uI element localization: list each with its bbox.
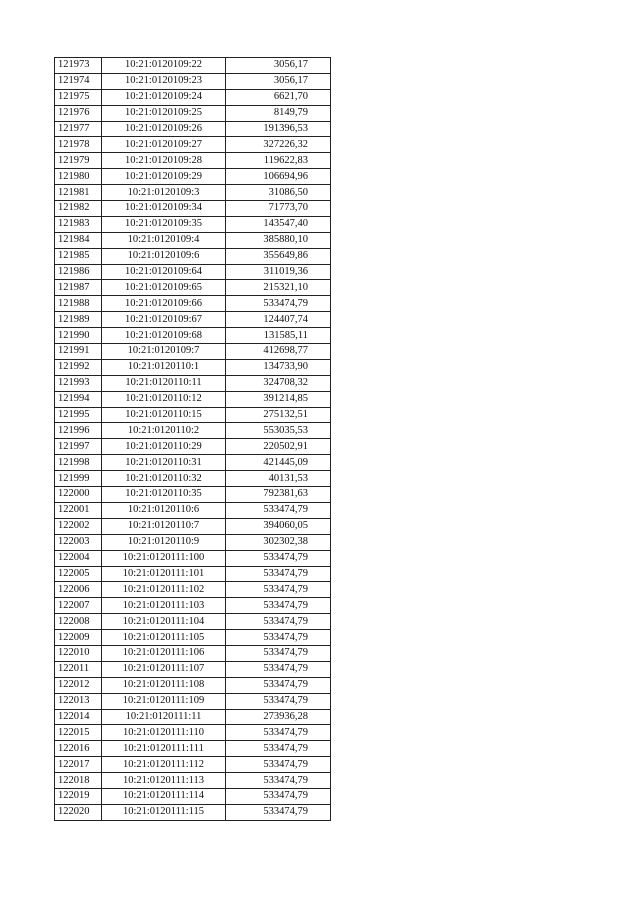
cadastral-number-cell: 10:21:0120110:35	[102, 487, 226, 503]
value-cell: 533474,79	[226, 566, 331, 582]
row-id-cell: 121977	[55, 121, 102, 137]
table-row	[55, 216, 331, 232]
row-id-cell: 121999	[55, 471, 102, 487]
cadastral-number-cell: 10:21:0120110:31	[102, 455, 226, 471]
cadastral-number-cell: 10:21:0120110:2	[102, 423, 226, 439]
table-row	[55, 280, 331, 296]
table-row	[55, 534, 331, 550]
row-id-cell: 122018	[55, 773, 102, 789]
table-row	[55, 89, 331, 105]
cadastral-number-cell: 10:21:0120109:29	[102, 169, 226, 185]
value-cell: 394060,05	[226, 518, 331, 534]
cadastral-number-cell: 10:21:0120110:7	[102, 518, 226, 534]
row-id-cell: 121976	[55, 105, 102, 121]
cadastral-number-cell: 10:21:0120110:29	[102, 439, 226, 455]
table-row	[55, 375, 331, 391]
table-row	[55, 232, 331, 248]
table-row	[55, 58, 331, 74]
value-cell: 533474,79	[226, 502, 331, 518]
cadastral-number-cell: 10:21:0120109:4	[102, 232, 226, 248]
cadastral-number-cell: 10:21:0120109:23	[102, 73, 226, 89]
row-id-cell: 122015	[55, 725, 102, 741]
cadastral-number-cell: 10:21:0120109:68	[102, 328, 226, 344]
row-id-cell: 122009	[55, 630, 102, 646]
value-cell: 134733,90	[226, 359, 331, 375]
value-cell: 6621,70	[226, 89, 331, 105]
table-row	[55, 630, 331, 646]
row-id-cell: 122016	[55, 741, 102, 757]
table-row	[55, 471, 331, 487]
cadastral-number-cell: 10:21:0120109:3	[102, 185, 226, 201]
row-id-cell: 121989	[55, 312, 102, 328]
table-row	[55, 725, 331, 741]
table-row	[55, 169, 331, 185]
value-cell: 324708,32	[226, 375, 331, 391]
row-id-cell: 122008	[55, 614, 102, 630]
cadastral-number-cell: 10:21:0120110:12	[102, 391, 226, 407]
value-cell: 191396,53	[226, 121, 331, 137]
value-cell: 327226,32	[226, 137, 331, 153]
row-id-cell: 122002	[55, 518, 102, 534]
row-id-cell: 121988	[55, 296, 102, 312]
table-body	[55, 58, 331, 821]
row-id-cell: 122005	[55, 566, 102, 582]
row-id-cell: 121984	[55, 232, 102, 248]
cadastral-number-cell: 10:21:0120109:27	[102, 137, 226, 153]
table-row	[55, 455, 331, 471]
cadastral-number-cell: 10:21:0120109:66	[102, 296, 226, 312]
row-id-cell: 122000	[55, 487, 102, 503]
row-id-cell: 122013	[55, 693, 102, 709]
table-row	[55, 296, 331, 312]
value-cell: 533474,79	[226, 693, 331, 709]
value-cell: 71773,70	[226, 201, 331, 217]
cadastral-number-cell: 10:21:0120111:112	[102, 757, 226, 773]
cadastral-number-cell: 10:21:0120111:105	[102, 630, 226, 646]
cadastral-number-cell: 10:21:0120111:104	[102, 614, 226, 630]
value-cell: 553035,53	[226, 423, 331, 439]
table-row	[55, 598, 331, 614]
cadastral-number-cell: 10:21:0120109:22	[102, 58, 226, 74]
cadastral-number-cell: 10:21:0120110:6	[102, 502, 226, 518]
row-id-cell: 122017	[55, 757, 102, 773]
cadastral-number-cell: 10:21:0120110:9	[102, 534, 226, 550]
table-row	[55, 788, 331, 804]
table-row	[55, 693, 331, 709]
table-row	[55, 645, 331, 661]
cadastral-number-cell: 10:21:0120110:15	[102, 407, 226, 423]
value-cell: 533474,79	[226, 582, 331, 598]
cadastral-number-cell: 10:21:0120111:100	[102, 550, 226, 566]
row-id-cell: 121987	[55, 280, 102, 296]
row-id-cell: 121983	[55, 216, 102, 232]
table-row	[55, 709, 331, 725]
row-id-cell: 122011	[55, 661, 102, 677]
row-id-cell: 121981	[55, 185, 102, 201]
value-cell: 421445,09	[226, 455, 331, 471]
row-id-cell: 121992	[55, 359, 102, 375]
table-row	[55, 566, 331, 582]
table-row	[55, 661, 331, 677]
value-cell: 533474,79	[226, 661, 331, 677]
value-cell: 215321,10	[226, 280, 331, 296]
cadastral-number-cell: 10:21:0120109:64	[102, 264, 226, 280]
value-cell: 8149,79	[226, 105, 331, 121]
cadastral-number-cell: 10:21:0120111:106	[102, 645, 226, 661]
value-cell: 131585,11	[226, 328, 331, 344]
value-cell: 31086,50	[226, 185, 331, 201]
table-row	[55, 73, 331, 89]
table-row	[55, 312, 331, 328]
cadastral-number-cell: 10:21:0120109:35	[102, 216, 226, 232]
value-cell: 275132,51	[226, 407, 331, 423]
value-cell: 143547,40	[226, 216, 331, 232]
row-id-cell: 122019	[55, 788, 102, 804]
cadastral-number-cell: 10:21:0120109:6	[102, 248, 226, 264]
cadastral-number-cell: 10:21:0120109:7	[102, 344, 226, 360]
value-cell: 106694,96	[226, 169, 331, 185]
row-id-cell: 121986	[55, 264, 102, 280]
cadastral-number-cell: 10:21:0120111:103	[102, 598, 226, 614]
table-row	[55, 153, 331, 169]
table-row	[55, 487, 331, 503]
cadastral-number-cell: 10:21:0120110:1	[102, 359, 226, 375]
value-cell: 533474,79	[226, 788, 331, 804]
cadastral-number-cell: 10:21:0120109:25	[102, 105, 226, 121]
row-id-cell: 121974	[55, 73, 102, 89]
value-cell: 533474,79	[226, 677, 331, 693]
table-row	[55, 201, 331, 217]
table-row	[55, 518, 331, 534]
cadastral-number-cell: 10:21:0120111:107	[102, 661, 226, 677]
table-row	[55, 359, 331, 375]
value-cell: 533474,79	[226, 804, 331, 820]
table-row	[55, 105, 331, 121]
cadastral-number-cell: 10:21:0120109:65	[102, 280, 226, 296]
cadastral-number-cell: 10:21:0120110:11	[102, 375, 226, 391]
table-row	[55, 502, 331, 518]
row-id-cell: 121994	[55, 391, 102, 407]
table-row	[55, 328, 331, 344]
value-cell: 533474,79	[226, 645, 331, 661]
value-cell: 533474,79	[226, 757, 331, 773]
value-cell: 311019,36	[226, 264, 331, 280]
row-id-cell: 121996	[55, 423, 102, 439]
row-id-cell: 121980	[55, 169, 102, 185]
cadastral-number-cell: 10:21:0120109:26	[102, 121, 226, 137]
value-cell: 533474,79	[226, 630, 331, 646]
value-cell: 412698,77	[226, 344, 331, 360]
cadastral-value-table-wrapper	[54, 57, 331, 821]
value-cell: 119622,83	[226, 153, 331, 169]
table-row	[55, 391, 331, 407]
row-id-cell: 122020	[55, 804, 102, 820]
cadastral-number-cell: 10:21:0120111:110	[102, 725, 226, 741]
table-row	[55, 804, 331, 820]
row-id-cell: 121997	[55, 439, 102, 455]
row-id-cell: 121998	[55, 455, 102, 471]
cadastral-number-cell: 10:21:0120111:109	[102, 693, 226, 709]
value-cell: 792381,63	[226, 487, 331, 503]
row-id-cell: 121993	[55, 375, 102, 391]
value-cell: 533474,79	[226, 550, 331, 566]
table-row	[55, 773, 331, 789]
row-id-cell: 122007	[55, 598, 102, 614]
row-id-cell: 122001	[55, 502, 102, 518]
row-id-cell: 122010	[55, 645, 102, 661]
value-cell: 3056,17	[226, 73, 331, 89]
table-row	[55, 757, 331, 773]
value-cell: 302302,38	[226, 534, 331, 550]
table-row	[55, 550, 331, 566]
row-id-cell: 121985	[55, 248, 102, 264]
cadastral-number-cell: 10:21:0120111:108	[102, 677, 226, 693]
table-row	[55, 137, 331, 153]
table-row	[55, 614, 331, 630]
table-row	[55, 344, 331, 360]
table-row	[55, 264, 331, 280]
row-id-cell: 121995	[55, 407, 102, 423]
table-row	[55, 741, 331, 757]
row-id-cell: 121979	[55, 153, 102, 169]
table-row	[55, 185, 331, 201]
cadastral-number-cell: 10:21:0120109:24	[102, 89, 226, 105]
cadastral-number-cell: 10:21:0120111:11	[102, 709, 226, 725]
table-row	[55, 407, 331, 423]
table-row	[55, 582, 331, 598]
row-id-cell: 122006	[55, 582, 102, 598]
value-cell: 385880,10	[226, 232, 331, 248]
cadastral-value-table	[54, 57, 331, 821]
table-row	[55, 121, 331, 137]
value-cell: 533474,79	[226, 598, 331, 614]
row-id-cell: 121990	[55, 328, 102, 344]
row-id-cell: 122003	[55, 534, 102, 550]
cadastral-number-cell: 10:21:0120109:28	[102, 153, 226, 169]
value-cell: 533474,79	[226, 741, 331, 757]
value-cell: 3056,17	[226, 58, 331, 74]
table-row	[55, 423, 331, 439]
value-cell: 533474,79	[226, 296, 331, 312]
value-cell: 273936,28	[226, 709, 331, 725]
cadastral-number-cell: 10:21:0120111:102	[102, 582, 226, 598]
cadastral-number-cell: 10:21:0120111:113	[102, 773, 226, 789]
value-cell: 40131,53	[226, 471, 331, 487]
value-cell: 220502,91	[226, 439, 331, 455]
value-cell: 355649,86	[226, 248, 331, 264]
row-id-cell: 121973	[55, 58, 102, 74]
row-id-cell: 122012	[55, 677, 102, 693]
value-cell: 533474,79	[226, 614, 331, 630]
cadastral-number-cell: 10:21:0120111:101	[102, 566, 226, 582]
cadastral-number-cell: 10:21:0120111:114	[102, 788, 226, 804]
row-id-cell: 121978	[55, 137, 102, 153]
table-row	[55, 439, 331, 455]
cadastral-number-cell: 10:21:0120111:111	[102, 741, 226, 757]
table-row	[55, 677, 331, 693]
row-id-cell: 122014	[55, 709, 102, 725]
cadastral-number-cell: 10:21:0120111:115	[102, 804, 226, 820]
row-id-cell: 121991	[55, 344, 102, 360]
table-row	[55, 248, 331, 264]
value-cell: 533474,79	[226, 773, 331, 789]
value-cell: 391214,85	[226, 391, 331, 407]
cadastral-number-cell: 10:21:0120109:34	[102, 201, 226, 217]
row-id-cell: 122004	[55, 550, 102, 566]
cadastral-number-cell: 10:21:0120109:67	[102, 312, 226, 328]
value-cell: 124407,74	[226, 312, 331, 328]
value-cell: 533474,79	[226, 725, 331, 741]
row-id-cell: 121982	[55, 201, 102, 217]
row-id-cell: 121975	[55, 89, 102, 105]
cadastral-number-cell: 10:21:0120110:32	[102, 471, 226, 487]
